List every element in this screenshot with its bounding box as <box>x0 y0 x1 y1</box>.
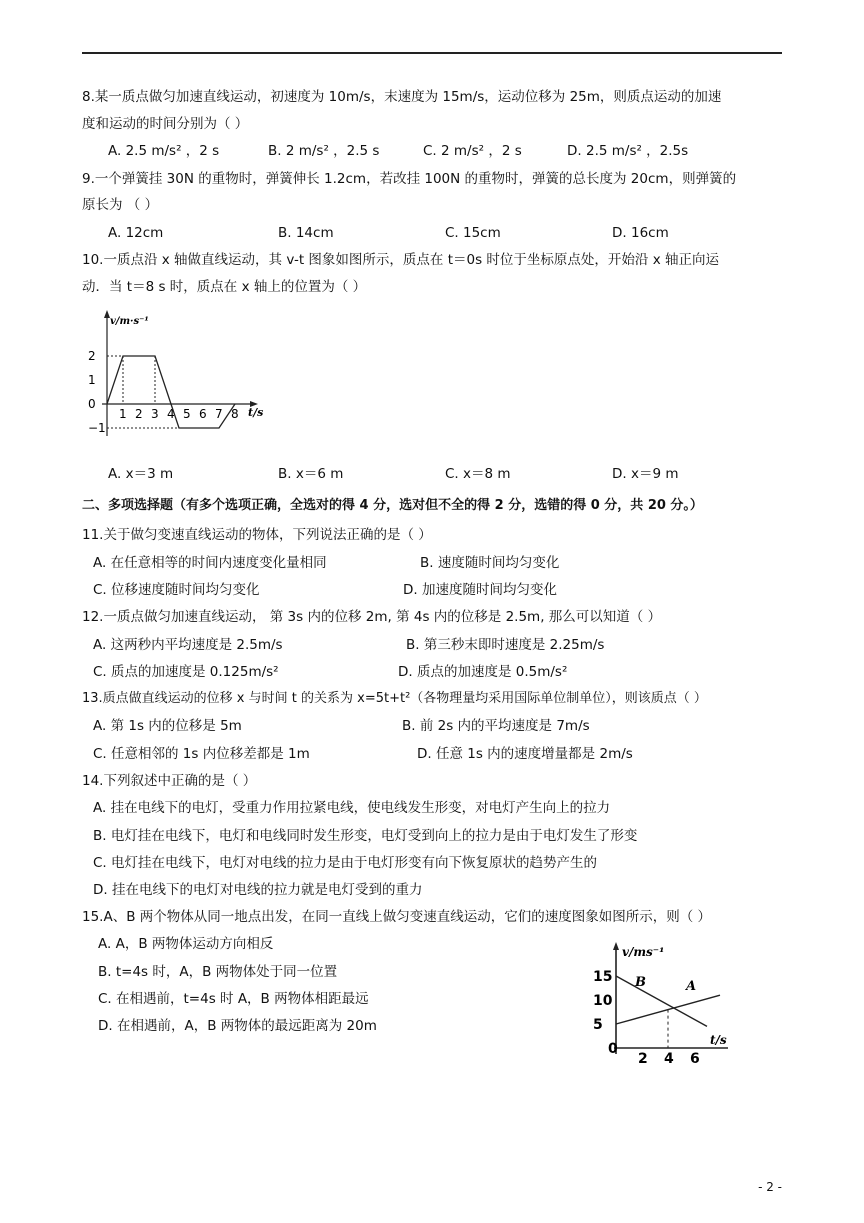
q15-vt-graph <box>588 938 738 1068</box>
q15-xtick-label: 2 <box>638 1051 648 1067</box>
q15-option-b[interactable]: B. t=4s 时，A，B 两物体处于同一位置 <box>98 964 338 980</box>
q10-xtick-label: 5 <box>183 407 191 421</box>
q13-option-b[interactable]: B. 前 2s 内的平均速度是 7m/s <box>402 718 590 734</box>
q14-option-b[interactable]: B. 电灯挂在电线下，电灯和电线同时发生形变，电灯受到向上的拉力是由于电灯发生了形变 <box>93 828 638 844</box>
q15-ylabel: v/ms⁻¹ <box>622 945 665 959</box>
q15-ytick-label: 15 <box>593 969 613 985</box>
q9-option-a[interactable]: A. 12cm <box>108 225 164 241</box>
q12-option-d[interactable]: D. 质点的加速度是 0.5m/s² <box>398 664 568 680</box>
q13-stem: 13.质点做直线运动的位移 x 与时间 t 的关系为 x=5t+t²（各物理量均采用国际单位制单位），则该质点（ ） <box>82 691 707 706</box>
q15-xlabel: t/s <box>710 1033 727 1047</box>
q10-xtick-label: 3 <box>151 407 159 421</box>
q10-xlabel: t/s <box>248 406 264 419</box>
q10-xtick-label: 1 <box>119 407 127 421</box>
q11-option-c[interactable]: C. 位移速度随时间均匀变化 <box>93 582 260 598</box>
q15-ytick-label: 0 <box>608 1041 618 1057</box>
q12-stem: 12.一质点做匀加速直线运动， 第 3s 内的位移 2m, 第 4s 内的位移是 2.5m, 那么可以知道（ ） <box>82 609 662 625</box>
q14-option-d[interactable]: D. 挂在电线下的电灯对电线的拉力就是电灯受到的重力 <box>93 882 423 898</box>
q10-ytick-label: 2 <box>88 349 96 363</box>
q15-stem: 15.A、B 两个物体从同一地点出发，在同一直线上做匀变速直线运动，它们的速度图象如图所示，则（ ） <box>82 909 712 925</box>
q12-option-b[interactable]: B. 第三秒末即时速度是 2.25m/s <box>406 637 605 653</box>
q9-option-b[interactable]: B. 14cm <box>278 225 334 241</box>
q13-option-d[interactable]: D. 任意 1s 内的速度增量都是 2m/s <box>417 746 633 762</box>
q13-option-c[interactable]: C. 任意相邻的 1s 内位移差都是 1m <box>93 746 310 762</box>
q10-option-d[interactable]: D. x＝9 m <box>612 466 679 482</box>
q15-ytick-label: 10 <box>593 993 613 1009</box>
q10-stem-line1: 10.一质点沿 x 轴做直线运动，其 v-t 图象如图所示，质点在 t＝0s 时位于坐标原点处，开始沿 x 轴正向运 <box>82 252 719 268</box>
q15-xtick-label: 6 <box>690 1051 700 1067</box>
q15-option-c[interactable]: C. 在相遇前，t=4s 时 A，B 两物体相距最远 <box>98 991 369 1007</box>
page-number: - 2 - <box>758 1180 782 1194</box>
q11-option-a[interactable]: A. 在任意相等的时间内速度变化量相同 <box>93 555 327 571</box>
q8-option-a[interactable]: A. 2.5 m/s² ，2 s <box>108 143 220 159</box>
q10-xtick-label: 7 <box>215 407 223 421</box>
q10-option-b[interactable]: B. x＝6 m <box>278 466 344 482</box>
q15-label-a: A <box>686 979 697 994</box>
q9-stem-line1: 9.一个弹簧挂 30N 的重物时，弹簧伸长 1.2cm，若改挂 100N 的重物时，弹簧的总长度为 20cm，则弹簧的 <box>82 171 737 187</box>
q8-option-d[interactable]: D. 2.5 m/s² ，2.5s <box>567 143 689 159</box>
q10-ytick-label: 1 <box>88 373 96 387</box>
q10-xtick-label: 2 <box>135 407 143 421</box>
q11-option-d[interactable]: D. 加速度随时间均匀变化 <box>403 582 557 598</box>
q10-vt-graph <box>82 306 272 456</box>
q10-ytick-label: 0 <box>88 397 96 411</box>
q15-ytick-label: 5 <box>593 1017 603 1033</box>
q12-option-c[interactable]: C. 质点的加速度是 0.125m/s² <box>93 664 279 680</box>
q10-ylabel: v/m·s⁻¹ <box>110 316 149 327</box>
header-rule <box>82 52 782 54</box>
q9-stem-line2: 原长为 （ ） <box>82 197 159 213</box>
q8-option-c[interactable]: C. 2 m/s² ，2 s <box>423 143 522 159</box>
q11-stem: 11.关于做匀变速直线运动的物体，下列说法正确的是（ ） <box>82 527 432 543</box>
q8-option-b[interactable]: B. 2 m/s² ，2.5 s <box>268 143 380 159</box>
q8-stem-line1: 8.某一质点做匀加速直线运动，初速度为 10m/s，末速度为 15m/s，运动位移为 25m，则质点运动的加速 <box>82 89 722 105</box>
q9-option-c[interactable]: C. 15cm <box>445 225 501 241</box>
q11-option-b[interactable]: B. 速度随时间均匀变化 <box>420 555 560 571</box>
q14-option-a[interactable]: A. 挂在电线下的电灯，受重力作用拉紧电线，使电线发生形变，对电灯产生向上的拉力 <box>93 800 611 816</box>
q9-option-d[interactable]: D. 16cm <box>612 225 669 241</box>
q10-xtick-label: 4 <box>167 407 175 421</box>
q8-stem-line2: 度和运动的时间分别为（ ） <box>82 116 249 132</box>
q10-xtick-label: 8 <box>231 407 239 421</box>
q10-option-c[interactable]: C. x＝8 m <box>445 466 511 482</box>
q15-xtick-label: 4 <box>664 1051 674 1067</box>
q15-line-a <box>616 995 720 1024</box>
section2-heading: 二、多项选择题（有多个选项正确，全选对的得 4 分，选对但不全的得 2 分，选错的得 0 分，共 20 分。） <box>82 498 703 513</box>
q13-option-a[interactable]: A. 第 1s 内的位移是 5m <box>93 718 242 734</box>
q15-option-a[interactable]: A. A，B 两物体运动方向相反 <box>98 936 274 952</box>
q12-option-a[interactable]: A. 这两秒内平均速度是 2.5m/s <box>93 637 283 653</box>
q15-option-d[interactable]: D. 在相遇前，A，B 两物体的最远距离为 20m <box>98 1018 377 1034</box>
q15-y-axis-arrow <box>613 942 619 950</box>
q15-label-b: B <box>635 975 646 990</box>
q10-stem-line2: 动．当 t＝8 s 时，质点在 x 轴上的位置为（ ） <box>82 279 367 295</box>
q14-stem: 14.下列叙述中正确的是（ ） <box>82 773 257 789</box>
q10-option-a[interactable]: A. x＝3 m <box>108 466 174 482</box>
q10-ytick-label: −1 <box>88 421 106 435</box>
q10-xtick-label: 6 <box>199 407 207 421</box>
q14-option-c[interactable]: C. 电灯挂在电线下，电灯对电线的拉力是由于电灯形变有向下恢复原状的趋势产生的 <box>93 855 598 871</box>
